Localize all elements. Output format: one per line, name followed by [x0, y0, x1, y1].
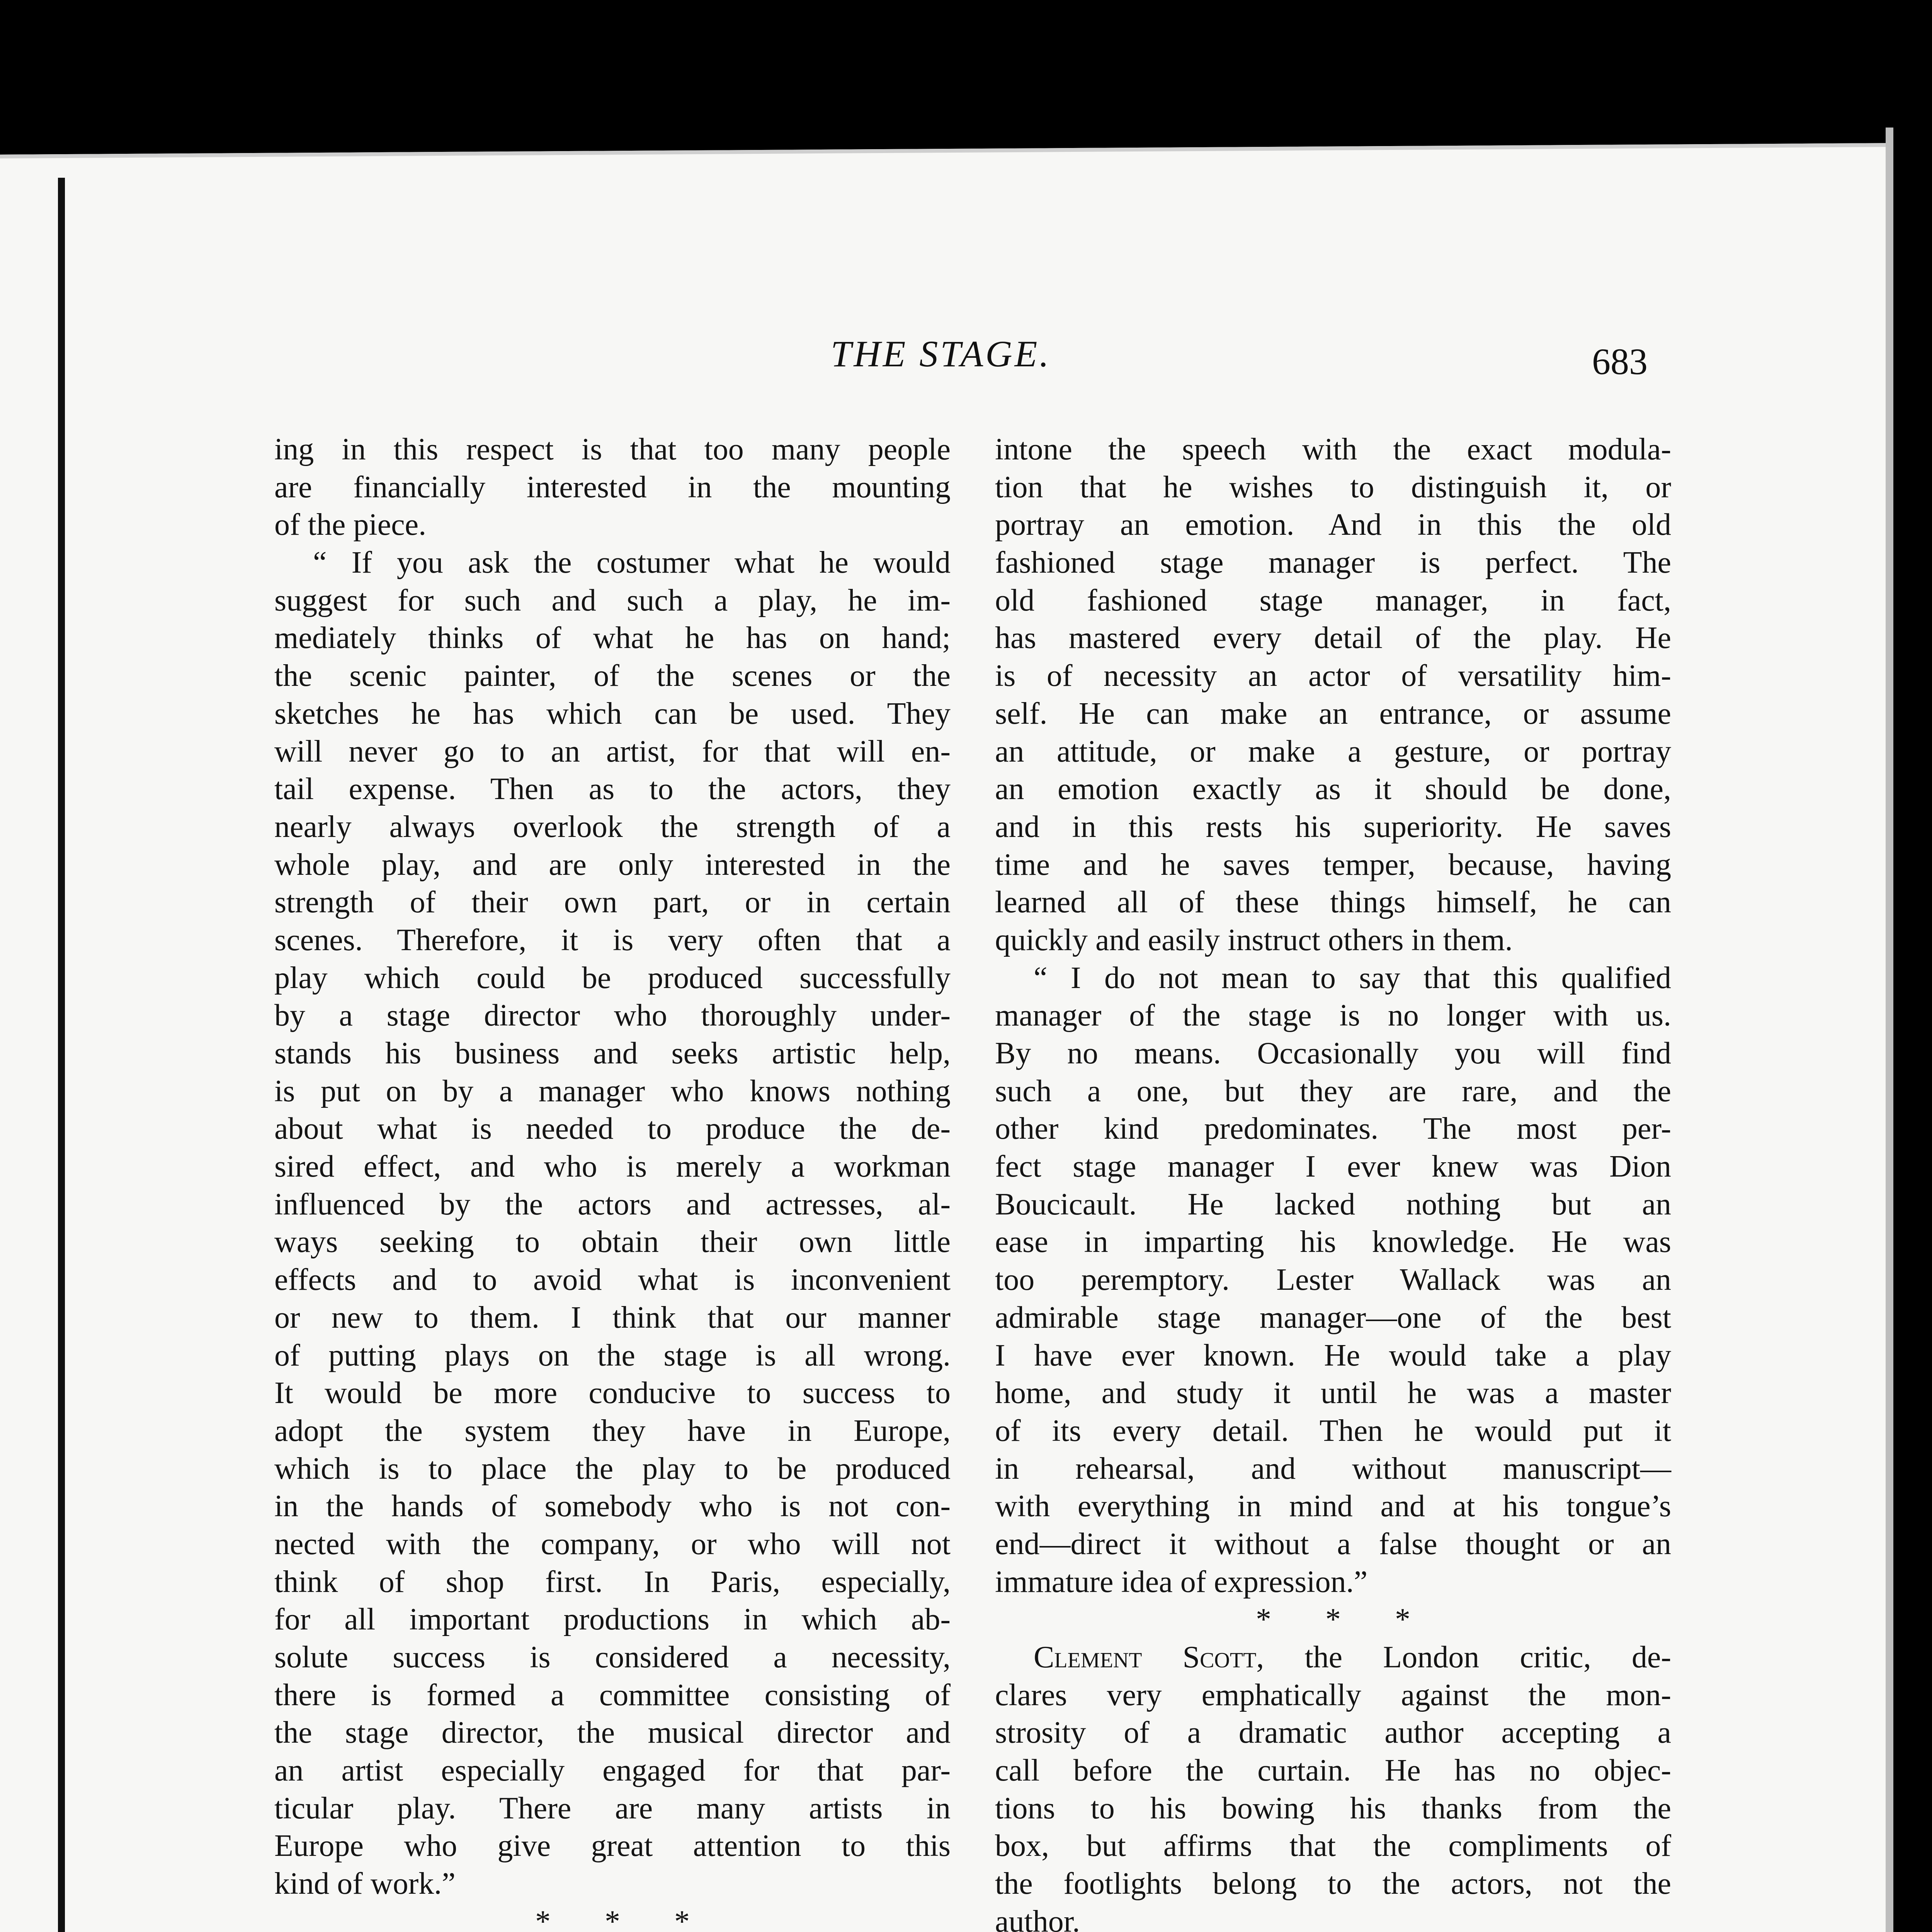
text-line: home, and study it until he was a master	[995, 1376, 1671, 1410]
text-line: time and he saves temper, because, having	[995, 847, 1671, 882]
text-line: self. He can make an entrance, or assume	[995, 696, 1671, 731]
text-line: portray an emotion. And in this the old	[995, 508, 1671, 542]
text-line: “ I do not mean to say that this qualified	[1034, 961, 1671, 995]
lead-in-rest: , the London critic, de-	[1256, 1640, 1671, 1674]
text-line: the footlights belong to the actors, not the	[995, 1867, 1671, 1901]
text-line: other kind predominates. The most per-	[995, 1112, 1671, 1146]
left-column	[274, 431, 951, 1932]
text-line: nected with the company, or who will not	[274, 1527, 951, 1561]
text-line: manager of the stage is no longer with us.	[995, 998, 1671, 1033]
text-line: such a one, but they are rare, and the	[995, 1074, 1671, 1108]
text-line: or new to them. I think that our manner	[274, 1300, 951, 1335]
text-line: scenes. Therefore, it is very often that a	[274, 923, 951, 957]
text-line: Boucicault. He lacked nothing but an	[995, 1187, 1671, 1221]
text-line: immature idea of expression.”	[995, 1565, 1368, 1599]
page-gutter-edge	[58, 178, 65, 1932]
text-line: suggest for such and such a play, he im-	[274, 583, 951, 617]
text-line: think of shop first. In Paris, especially,	[274, 1565, 951, 1599]
text-line: “ If you ask the costumer what he would	[313, 546, 951, 580]
text-line: fect stage manager I ever knew was Dion	[995, 1150, 1671, 1184]
text-line: Europe who give great attention to this	[274, 1829, 951, 1863]
text-line: By no means. Occasionally you will find	[995, 1036, 1671, 1070]
text-line: an emotion exactly as it should be done,	[995, 772, 1671, 806]
text-line: about what is needed to produce the de-	[274, 1112, 951, 1146]
section-separator: * * *	[535, 1904, 713, 1932]
text-line: fashioned stage manager is perfect. The	[995, 546, 1671, 580]
text-line: learned all of these things himself, he can	[995, 885, 1671, 920]
page-number: 683	[1592, 341, 1648, 382]
page-right-edge	[1886, 128, 1893, 1932]
text-line: effects and to avoid what is inconvenient	[274, 1263, 951, 1297]
text-line: are financially interested in the mounting	[274, 470, 951, 504]
text-line: with everything in mind and at his tongue’s	[995, 1489, 1671, 1524]
running-title: THE STAGE.	[831, 333, 1051, 374]
text-line: whole play, and are only interested in the	[274, 847, 951, 882]
text-line: will never go to an artist, for that will en-	[274, 734, 951, 769]
text-line: clares very emphatically against the mon-	[995, 1678, 1671, 1712]
text-line: adopt the system they have in Europe,	[274, 1413, 951, 1448]
text-line: stands his business and seeks artistic help,	[274, 1036, 951, 1070]
text-line: has mastered every detail of the play. He	[995, 621, 1671, 655]
text-line: tion that he wishes to distinguish it, or	[995, 470, 1671, 504]
right-column	[995, 431, 1671, 1932]
section-separator: * * *	[1256, 1602, 1434, 1637]
text-line: there is formed a committee consisting of	[274, 1678, 951, 1712]
text-line: strength of their own part, or in certain	[274, 885, 951, 920]
text-line: of the piece.	[274, 508, 427, 542]
text-line: author.	[995, 1904, 1080, 1932]
text-line: strosity of a dramatic author accepting a	[995, 1716, 1671, 1750]
text-line: call before the curtain. He has no objec-	[995, 1753, 1671, 1788]
text-line: kind of work.”	[274, 1867, 456, 1901]
lead-in-smallcaps: Clement Scott	[1034, 1640, 1257, 1674]
text-line: nearly always overlook the strength of a	[274, 810, 951, 844]
text-line: play which could be produced successfully	[274, 961, 951, 995]
text-line: of putting plays on the stage is all wrong.	[274, 1338, 951, 1372]
text-line: is put on by a manager who knows nothing	[274, 1074, 951, 1108]
text-line: ing in this respect is that too many people	[274, 432, 951, 466]
text-line: is of necessity an actor of versatility him-	[995, 659, 1671, 693]
text-line: an artist especially engaged for that par-	[274, 1753, 951, 1788]
text-line: It would be more conducive to success to	[274, 1376, 951, 1410]
text-line: admirable stage manager—one of the best	[995, 1300, 1671, 1335]
text-line: for all important productions in which ab-	[274, 1602, 951, 1637]
text-line: too peremptory. Lester Wallack was an	[995, 1263, 1671, 1297]
text-line: ways seeking to obtain their own little	[274, 1225, 951, 1259]
text-line: ticular play. There are many artists in	[274, 1791, 951, 1825]
text-line: in the hands of somebody who is not con-	[274, 1489, 951, 1524]
text-line: sketches he has which can be used. They	[274, 696, 951, 731]
text-line: of its every detail. Then he would put it	[995, 1413, 1671, 1448]
text-line: influenced by the actors and actresses, al-	[274, 1187, 951, 1221]
text-line: old fashioned stage manager, in fact,	[995, 583, 1671, 617]
text-line: end—direct it without a false thought or an	[995, 1527, 1671, 1561]
text-line: the stage director, the musical director and	[274, 1716, 951, 1750]
text-line: mediately thinks of what he has on hand;	[274, 621, 951, 655]
text-line: and in this rests his superiority. He saves	[995, 810, 1671, 844]
text-line: sired effect, and who is merely a workman	[274, 1150, 951, 1184]
text-line: box, but affirms that the compliments of	[995, 1829, 1671, 1863]
text-line: quickly and easily instruct others in them.	[995, 923, 1513, 957]
text-line	[995, 1639, 1671, 1677]
text-line: intone the speech with the exact modula-	[995, 432, 1671, 466]
text-line: solute success is considered a necessity,	[274, 1640, 951, 1674]
text-line: by a stage director who thoroughly under-	[274, 998, 951, 1033]
text-line: which is to place the play to be produced	[274, 1451, 951, 1486]
text-line: an attitude, or make a gesture, or portray	[995, 734, 1671, 769]
text-line: in rehearsal, and without manuscript—	[995, 1451, 1671, 1486]
text-line: I have ever known. He would take a play	[995, 1338, 1671, 1372]
text-line: tail expense. Then as to the actors, they	[274, 772, 951, 806]
text-line: tions to his bowing his thanks from the	[995, 1791, 1671, 1825]
text-line: ease in imparting his knowledge. He was	[995, 1225, 1671, 1259]
text-line: the scenic painter, of the scenes or the	[274, 659, 951, 693]
